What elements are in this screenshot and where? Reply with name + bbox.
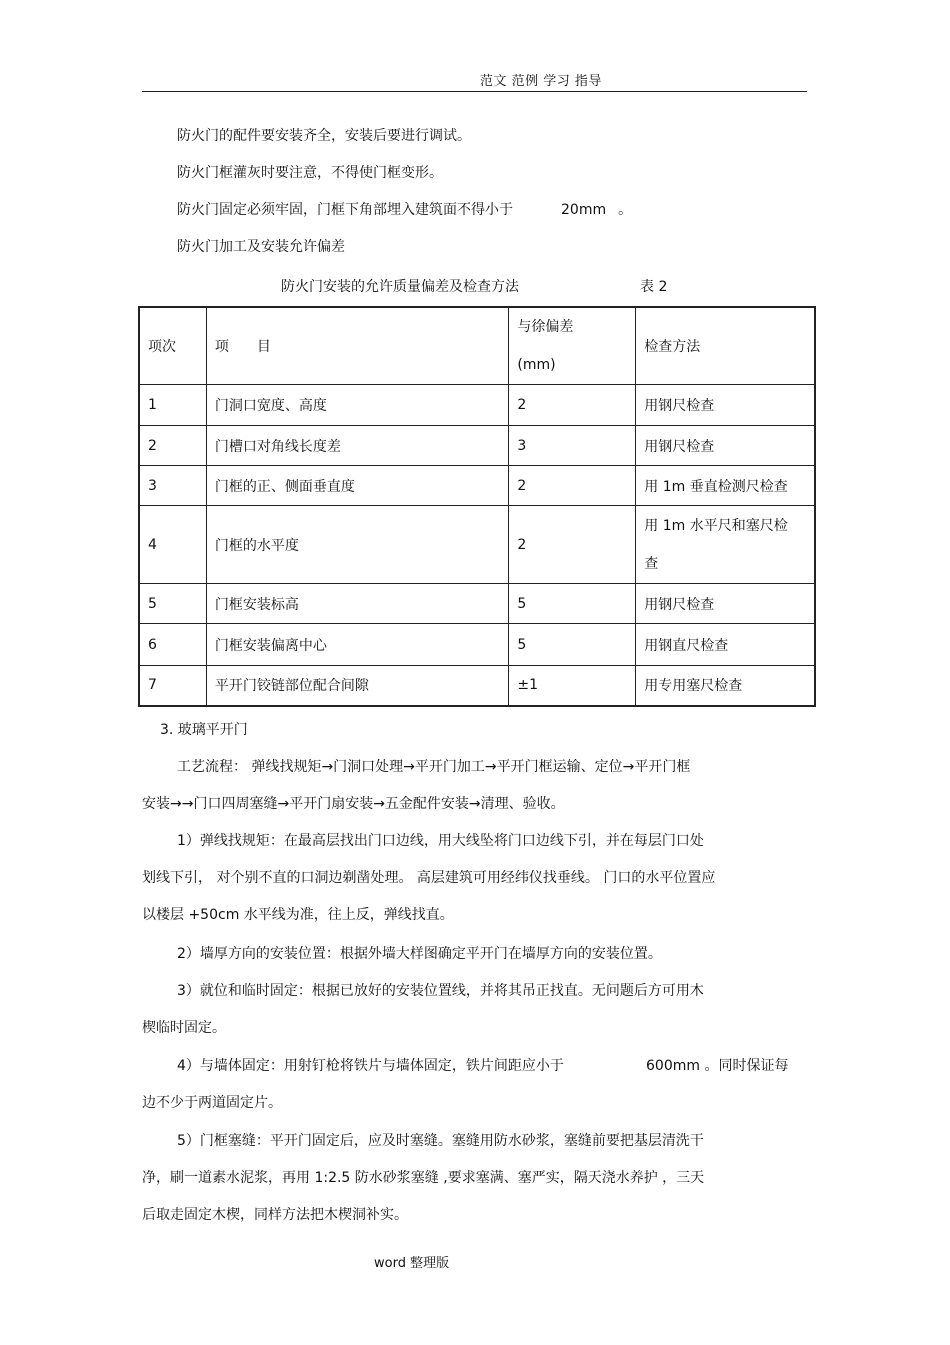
header-divider [142, 91, 807, 92]
header-tolerance-line2: (mm) [517, 357, 556, 373]
section-3-title: 3. 玻璃平开门 [160, 722, 248, 738]
process-flow-line-1: 工艺流程： 弹线找规矩→门洞口处理→平开门加工→平开门框运输、定位→平开门框 [177, 759, 691, 775]
process-flow-line-2: 安装→→门口四周塞缝→平开门扇安装→五金配件安装→清理、验收。 [142, 796, 565, 812]
row-method-line2: 查 [644, 555, 659, 572]
step-1-line-2: 划线下引， 对个别不直的口洞边剃凿处理。 高层建筑可用经纬仪找垂线。 门口的水平位置应 [142, 870, 716, 886]
row-method: 用钢尺检查 [636, 584, 815, 624]
paragraph-2: 防火门框灌灰时要注意，不得使门框变形。 [177, 165, 443, 181]
row-index: 5 [139, 584, 206, 624]
row-method-line1: 用 1m 水平尺和塞尺检 [644, 517, 788, 534]
row-index: 7 [139, 666, 206, 706]
row-tolerance: 2 [509, 506, 636, 584]
tolerance-table [138, 306, 816, 707]
row-tolerance: ±1 [509, 666, 636, 706]
step-5-line-2: 净，刷一道素水泥浆，再用 1:2.5 防水砂浆塞缝 ,要求塞满、塞严实，隔天浇水养护 ，三天 [142, 1170, 705, 1186]
row-index: 3 [139, 466, 206, 506]
step-4-line-2: 边不少于两道固定片。 [142, 1095, 282, 1111]
table-row [139, 426, 815, 466]
row-index: 4 [139, 506, 206, 584]
table-header-row [139, 307, 815, 385]
row-item: 门框的正、侧面垂直度 [206, 466, 509, 506]
step-5-line-1: 5）门框塞缝：平开门固定后，应及时塞缝。塞缝用防水砂浆，塞缝前要把基层清洗干 [177, 1133, 704, 1149]
row-method [636, 506, 815, 584]
row-tolerance: 3 [509, 426, 636, 466]
row-method: 用 1m 垂直检测尺检查 [636, 466, 815, 506]
step-1-line-3: 以楼层 +50cm 水平线为准，往上反，弹线找直。 [142, 907, 454, 923]
table-caption-number: 表 2 [640, 279, 668, 295]
row-tolerance: 5 [509, 584, 636, 624]
row-tolerance: 5 [509, 624, 636, 666]
table-row [139, 385, 815, 426]
paragraph-3-text: 防火门固定必须牢固，门框下角部埋入建筑面不得小于 [177, 202, 513, 218]
row-item: 门槽口对角线长度差 [206, 426, 509, 466]
row-index: 1 [139, 385, 206, 426]
paragraph-3 [177, 200, 632, 220]
header-tolerance-line1: 与徐偏差 [517, 319, 574, 335]
row-item: 门框安装标高 [206, 584, 509, 624]
row-index: 2 [139, 426, 206, 466]
row-tolerance: 2 [509, 466, 636, 506]
step-5-line-3: 后取走固定木楔，同样方法把木楔洞补实。 [142, 1207, 408, 1223]
row-method: 用专用塞尺检查 [636, 666, 815, 706]
step-3-line-2: 楔临时固定。 [142, 1020, 226, 1036]
step-4-line-1a: 4）与墙体固定：用射钉枪将铁片与墙体固定，铁片间距应小于 [177, 1058, 564, 1074]
table-row [139, 624, 815, 666]
row-item: 门框安装偏离中心 [206, 624, 509, 666]
header-method: 检查方法 [636, 307, 815, 385]
page-header: 范文 范例 学习 指导 [480, 74, 602, 89]
step-2: 2）墙厚方向的安装位置：根据外墙大样图确定平开门在墙厚方向的安装位置。 [177, 946, 662, 962]
row-item: 平开门铰链部位配合间隙 [206, 666, 509, 706]
row-method: 用钢尺检查 [636, 426, 815, 466]
row-method: 用钢尺检查 [636, 385, 815, 426]
table-row [139, 506, 815, 584]
table-row [139, 666, 815, 706]
row-item: 门洞口宽度、高度 [206, 385, 509, 426]
row-item: 门框的水平度 [206, 506, 509, 584]
header-tolerance [509, 307, 636, 385]
page-footer: word 整理版 [374, 1256, 450, 1271]
step-1-line-1: 1）弹线找规矩：在最高层找出门口边线，用大线坠将门口边线下引，并在每层门口处 [177, 833, 704, 849]
paragraph-3-value: 20mm [561, 202, 607, 218]
table-caption-title: 防火门安装的允许质量偏差及检查方法 [281, 279, 519, 295]
step-3-line-1: 3）就位和临时固定：根据已放好的安装位置线，并将其吊正找直。无问题后方可用木 [177, 983, 704, 999]
table-row [139, 584, 815, 624]
row-tolerance: 2 [509, 385, 636, 426]
header-item: 项 目 [206, 307, 509, 385]
step-4-line-1b: 600mm 。同时保证每 [646, 1058, 789, 1074]
header-index: 项次 [139, 307, 206, 385]
paragraph-4: 防火门加工及安装允许偏差 [177, 239, 345, 255]
paragraph-3-end: 。 [618, 202, 633, 218]
table-row [139, 466, 815, 506]
row-index: 6 [139, 624, 206, 666]
row-method: 用钢直尺检查 [636, 624, 815, 666]
paragraph-1: 防火门的配件要安装齐全，安装后要进行调试。 [177, 128, 471, 144]
